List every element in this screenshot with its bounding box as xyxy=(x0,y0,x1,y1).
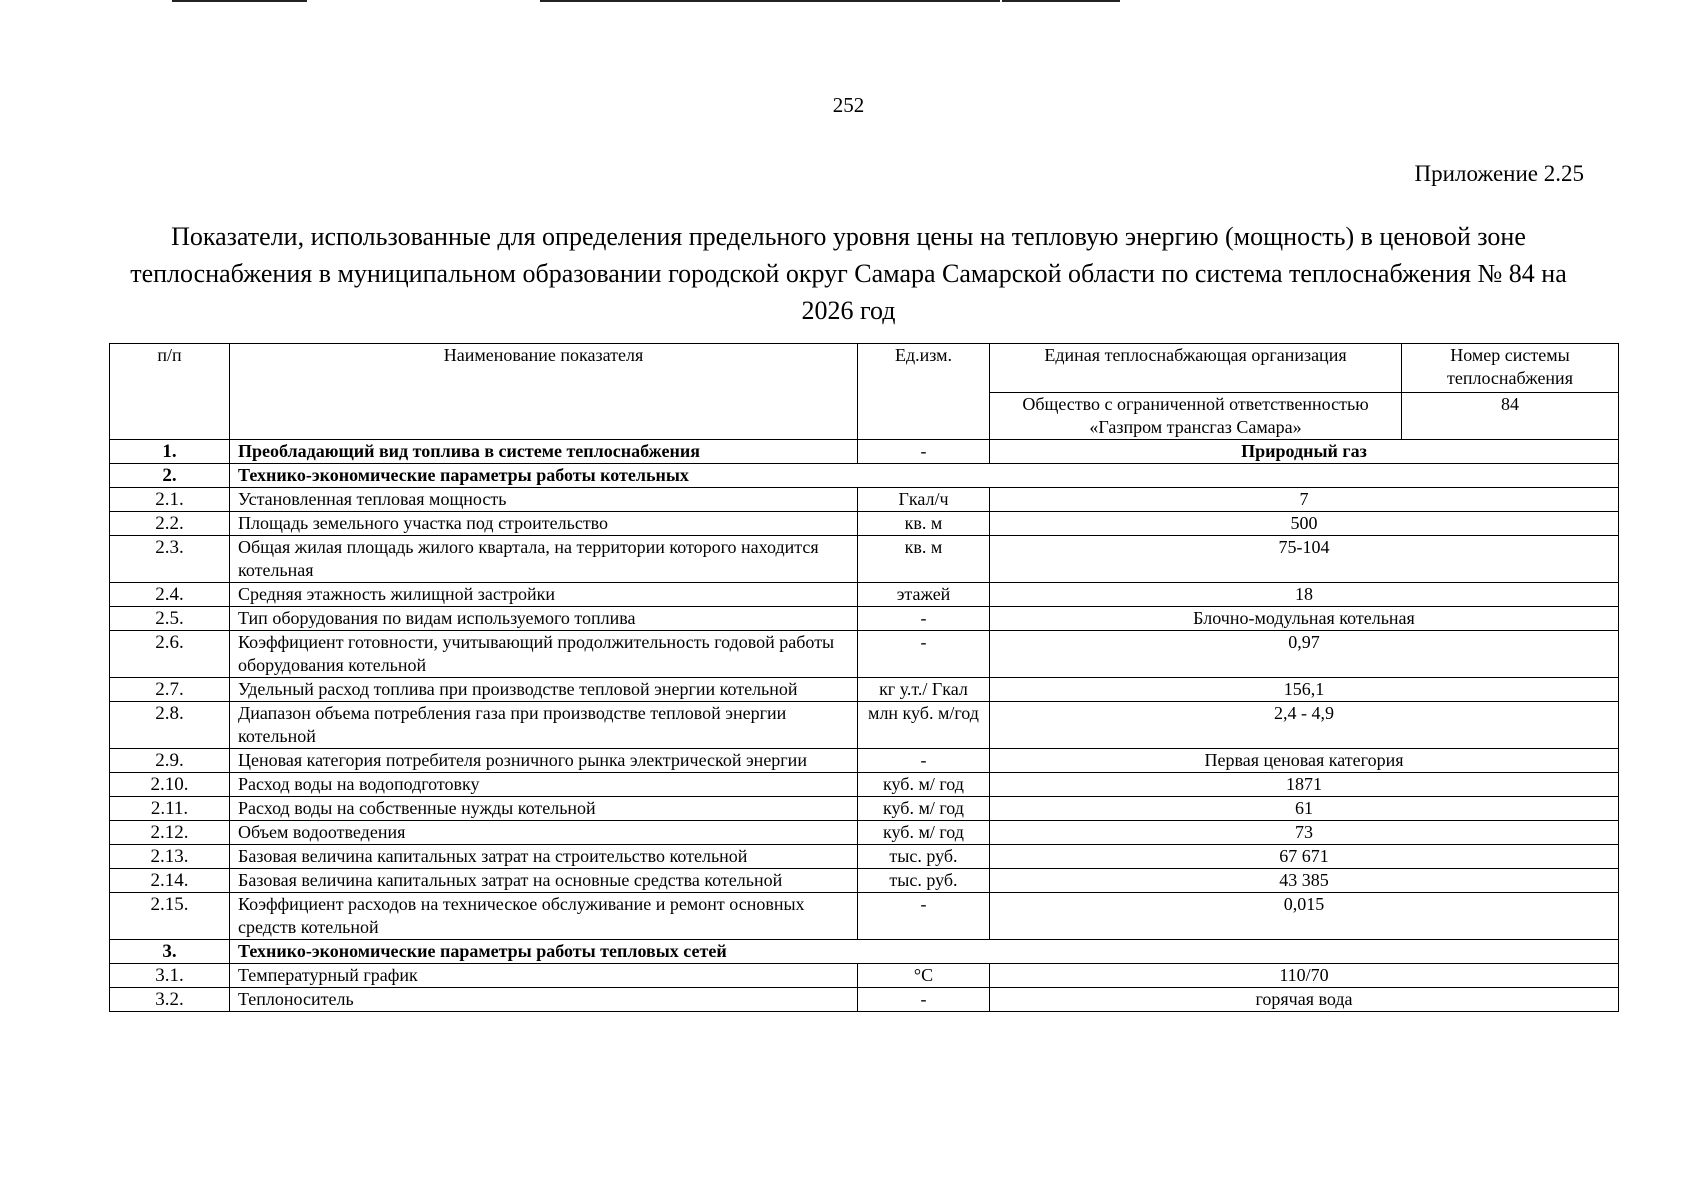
scan-edge-line xyxy=(540,0,1000,2)
row-number: 2.13. xyxy=(110,845,230,869)
table-row xyxy=(110,607,1619,631)
table-row xyxy=(110,988,1619,1012)
unit-cell: куб. м/ год xyxy=(858,821,990,845)
table-header-row xyxy=(110,344,1619,393)
row-number: 2.10. xyxy=(110,773,230,797)
value-cell: 43 385 xyxy=(990,869,1619,893)
indicator-name: Коэффициент готовности, учитывающий продолжительность годовой работы оборудования котельной xyxy=(230,631,858,678)
indicator-name: Диапазон объема потребления газа при производстве тепловой энергии котельной xyxy=(230,702,858,749)
value-cell: 7 xyxy=(990,488,1619,512)
indicator-name: Удельный расход топлива при производстве тепловой энергии котельной xyxy=(230,678,858,702)
row-number: 2.6. xyxy=(110,631,230,678)
value-cell: 500 xyxy=(990,512,1619,536)
indicator-name: Базовая величина капитальных затрат на основные средства котельной xyxy=(230,869,858,893)
table-row xyxy=(110,678,1619,702)
unit-cell: млн куб. м/год xyxy=(858,702,990,749)
unit-cell: Гкал/ч xyxy=(858,488,990,512)
value-cell: 61 xyxy=(990,797,1619,821)
table-row xyxy=(110,797,1619,821)
row-number: 2.3. xyxy=(110,536,230,583)
table-row xyxy=(110,702,1619,749)
scan-edge-line xyxy=(1002,0,1120,2)
unit-cell: куб. м/ год xyxy=(858,773,990,797)
scan-edge-line xyxy=(172,0,307,2)
value-cell: 0,97 xyxy=(990,631,1619,678)
value-cell: 156,1 xyxy=(990,678,1619,702)
row-number: 2.8. xyxy=(110,702,230,749)
row-number: 2.11. xyxy=(110,797,230,821)
row-number: 2.12. xyxy=(110,821,230,845)
indicator-name: Установленная тепловая мощность xyxy=(230,488,858,512)
row-number: 3.2. xyxy=(110,988,230,1012)
header-org: Единая теплоснабжающая организация xyxy=(990,344,1402,393)
table-row xyxy=(110,440,1619,464)
indicator-name: Базовая величина капитальных затрат на строительство котельной xyxy=(230,845,858,869)
table-row xyxy=(110,488,1619,512)
indicator-name: Преобладающий вид топлива в системе теплоснабжения xyxy=(230,440,858,464)
value-cell: 67 671 xyxy=(990,845,1619,869)
unit-cell: - xyxy=(858,631,990,678)
row-number: 2.9. xyxy=(110,749,230,773)
header-name: Наименование показателя xyxy=(230,344,858,440)
unit-cell: - xyxy=(858,988,990,1012)
table-row xyxy=(110,583,1619,607)
indicator-name: Ценовая категория потребителя розничного рынка электрической энергии xyxy=(230,749,858,773)
section-title: Технико-экономические параметры работы котельных xyxy=(230,464,1619,488)
unit-cell: тыс. руб. xyxy=(858,845,990,869)
row-number: 2.15. xyxy=(110,893,230,940)
indicator-name: Средняя этажность жилищной застройки xyxy=(230,583,858,607)
header-unit: Ед.изм. xyxy=(858,344,990,440)
value-cell: Первая ценовая категория xyxy=(990,749,1619,773)
row-number: 2.7. xyxy=(110,678,230,702)
value-cell: горячая вода xyxy=(990,988,1619,1012)
unit-cell: - xyxy=(858,440,990,464)
row-number: 2. xyxy=(110,464,230,488)
unit-cell: - xyxy=(858,749,990,773)
unit-cell: куб. м/ год xyxy=(858,797,990,821)
indicator-name: Расход воды на водоподготовку xyxy=(230,773,858,797)
org-name-cell: Общество с ограниченной ответственностью «Газпром трансгаз Самара» xyxy=(990,393,1402,440)
table-row xyxy=(110,512,1619,536)
row-number: 2.1. xyxy=(110,488,230,512)
table-row xyxy=(110,464,1619,488)
row-number: 2.14. xyxy=(110,869,230,893)
indicator-name: Площадь земельного участка под строительство xyxy=(230,512,858,536)
table-row xyxy=(110,536,1619,583)
system-number-cell: 84 xyxy=(1402,393,1619,440)
unit-cell: тыс. руб. xyxy=(858,869,990,893)
row-number: 1. xyxy=(110,440,230,464)
table-row xyxy=(110,964,1619,988)
table-row xyxy=(110,845,1619,869)
value-cell: Блочно-модульная котельная xyxy=(990,607,1619,631)
header-system: Номер системы теплоснабжения xyxy=(1402,344,1619,393)
value-cell: 75-104 xyxy=(990,536,1619,583)
unit-cell: °C xyxy=(858,964,990,988)
row-number: 3.1. xyxy=(110,964,230,988)
indicator-name: Общая жилая площадь жилого квартала, на территории которого находится котельная xyxy=(230,536,858,583)
table-row xyxy=(110,773,1619,797)
indicator-name: Объем водоотведения xyxy=(230,821,858,845)
page-number: 252 xyxy=(832,93,865,117)
row-number: 2.5. xyxy=(110,607,230,631)
table-row xyxy=(110,893,1619,940)
value-cell: Природный газ xyxy=(990,440,1619,464)
indicator-name: Тип оборудования по видам используемого топлива xyxy=(230,607,858,631)
unit-cell: кг у.т./ Гкал xyxy=(858,678,990,702)
section-title: Технико-экономические параметры работы тепловых сетей xyxy=(230,940,1619,964)
value-cell: 73 xyxy=(990,821,1619,845)
table-row xyxy=(110,821,1619,845)
value-cell: 18 xyxy=(990,583,1619,607)
unit-cell: этажей xyxy=(858,583,990,607)
value-cell: 110/70 xyxy=(990,964,1619,988)
indicator-name: Температурный график xyxy=(230,964,858,988)
unit-cell: - xyxy=(858,893,990,940)
table-row xyxy=(110,869,1619,893)
unit-cell: - xyxy=(858,607,990,631)
header-num: п/п xyxy=(110,344,230,440)
indicator-name: Теплоноситель xyxy=(230,988,858,1012)
table-row xyxy=(110,940,1619,964)
value-cell: 1871 xyxy=(990,773,1619,797)
table-row xyxy=(110,631,1619,678)
table-row xyxy=(110,749,1619,773)
row-number: 2.2. xyxy=(110,512,230,536)
row-number: 3. xyxy=(110,940,230,964)
indicator-name: Коэффициент расходов на техническое обслуживание и ремонт основных средств котельной xyxy=(230,893,858,940)
appendix-label: Приложение 2.25 xyxy=(1414,161,1584,186)
indicator-name: Расход воды на собственные нужды котельной xyxy=(230,797,858,821)
indicators-table xyxy=(109,343,1619,1012)
document-title: Показатели, использованные для определения предельного уровня цены на тепловую энергию (мощность) в ценовой зоне теплоснабжения в муниципальном образовании городской округ Самара Самарской области по система теплоснабжения № 84 на 2026 год xyxy=(130,222,1567,325)
unit-cell: кв. м xyxy=(858,536,990,583)
unit-cell: кв. м xyxy=(858,512,990,536)
row-number: 2.4. xyxy=(110,583,230,607)
value-cell: 0,015 xyxy=(990,893,1619,940)
value-cell: 2,4 - 4,9 xyxy=(990,702,1619,749)
